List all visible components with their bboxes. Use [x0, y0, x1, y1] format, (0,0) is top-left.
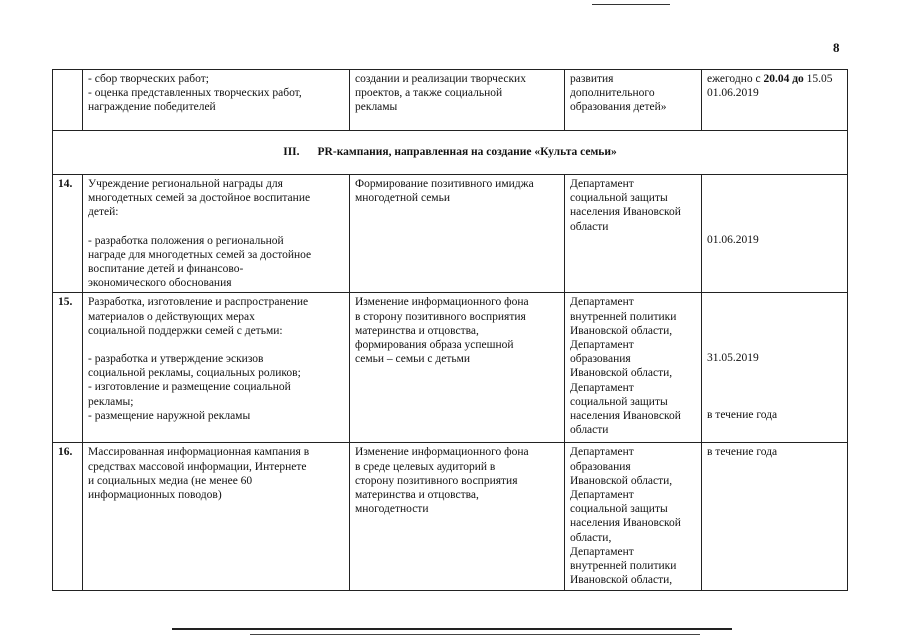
footer-rule [172, 628, 732, 630]
table-row-16 [53, 443, 848, 591]
cell-goal: Изменение информационного фона в сторону позитивного восприятия материнства и отцовства, формирования образа успешной семьи – семьи с детьми [350, 293, 565, 443]
cell-num: 16. [53, 443, 83, 591]
cell-num [53, 70, 83, 131]
cell-num: 14. [53, 175, 83, 293]
cell-measure: - сбор творческих работ; - оценка представленных творческих работ, награждение победителей [83, 70, 350, 131]
cell-responsible: Департамент социальной защиты населения Ивановской области [565, 175, 702, 293]
cell-goal: Изменение информационного фона в среде целевых аудиторий в сторону позитивного восприятия материнства и отцовства, многодетности [350, 443, 565, 591]
cell-responsible: Департамент внутренней политики Ивановской области, Департамент образования Ивановской области, Департамент социальной защиты населения Ивановской области [565, 293, 702, 443]
cell-goal: Формирование позитивного имиджа многодетной семьи [350, 175, 565, 293]
footer-rule-secondary [250, 634, 700, 635]
cell-measure: Учреждение региональной награды для многодетных семей за достойное воспитание детей: - разработка положения о региональной награде для многодетных семей за достойное воспитание детей и финансово- экономического обоснования [83, 175, 350, 293]
cell-measure: Разработка, изготовление и распространение материалов о действующих мерах социальной поддержки семей с детьми: - разработка и утверждение эскизов социальной рекламы, социальных роликов; - изготовление и размещение социальной рекламы; - размещение наружной рекламы [83, 293, 350, 443]
cell-responsible: Департамент образования Ивановской области, Департамент социальной защиты населения Ивановской области, Департамент внутренней политики Ивановской области, [565, 443, 702, 591]
section-heading: III. PR-кампания, направленная на создание «Культа семьи» [53, 131, 848, 175]
table-row-continuation [53, 70, 848, 131]
cell-goal: создании и реализации творческих проектов, а также социальной рекламы [350, 70, 565, 131]
table-row-14 [53, 175, 848, 293]
cell-deadline: 31.05.2019 в течение года [702, 293, 848, 443]
cell-deadline: в течение года [702, 443, 848, 591]
cell-measure: Массированная информационная кампания в средствах массовой информации, Интернете и социальных медиа (не менее 60 информационных поводов) [83, 443, 350, 591]
cell-deadline: ежегодно с 20.04 до 15.05 01.06.2019 [702, 70, 848, 131]
cell-deadline: 01.06.2019 [702, 175, 848, 293]
cell-num: 15. [53, 293, 83, 443]
measures-table [52, 69, 848, 591]
page-number: 8 [833, 40, 840, 55]
header-rule [592, 4, 670, 5]
cell-responsible: развития дополнительного образования детей» [565, 70, 702, 131]
table-row-15 [53, 293, 848, 443]
section-header-row [53, 131, 848, 175]
